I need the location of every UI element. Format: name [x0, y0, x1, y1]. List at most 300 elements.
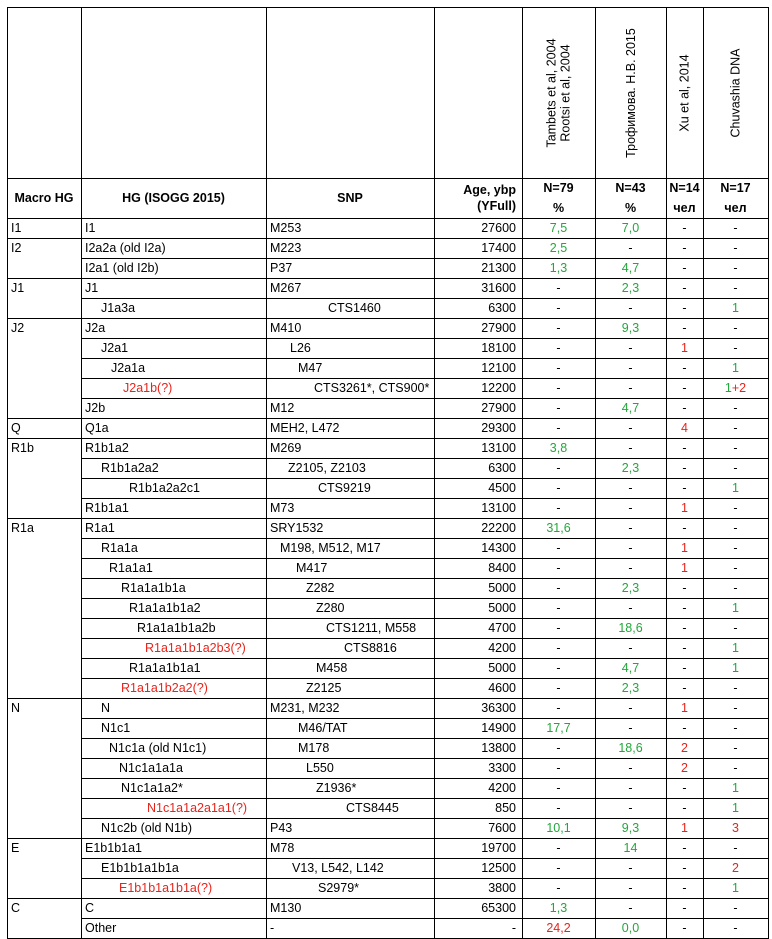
- haplogroup-cell: J2a1: [101, 341, 129, 355]
- value-cell: 1: [681, 341, 688, 355]
- haplogroup-cell: N1c1a1a2a1a1(?): [147, 801, 248, 815]
- age-cell: 12500: [481, 861, 516, 875]
- value-cell: -: [556, 561, 561, 575]
- value-cell: -: [733, 501, 738, 515]
- value-cell: 31,6: [546, 521, 571, 535]
- age-cell: 4500: [488, 481, 516, 495]
- value-cell: -: [628, 641, 633, 655]
- value-cell: 1: [732, 881, 739, 895]
- age-cell: 4200: [488, 641, 516, 655]
- column-divider: [703, 7, 704, 939]
- snp-cell: P37: [270, 261, 293, 275]
- value-cell: -: [682, 841, 687, 855]
- value-cell: 1: [681, 701, 688, 715]
- row-divider: [7, 318, 769, 319]
- age-cell: 65300: [481, 901, 516, 915]
- value-cell: -: [682, 281, 687, 295]
- age-cell: 8400: [488, 561, 516, 575]
- haplogroup-cell: J2a1a: [111, 361, 146, 375]
- haplogroup-cell: Other: [85, 921, 117, 935]
- value-cell: -: [628, 541, 633, 555]
- value-cell: -: [682, 881, 687, 895]
- value-cell: -: [556, 341, 561, 355]
- hg-header: HG (ISOGG 2015): [122, 191, 225, 205]
- value-cell: -: [556, 701, 561, 715]
- value-cell: -: [556, 361, 561, 375]
- value-cell: 18,6: [618, 741, 643, 755]
- value-cell: -: [733, 581, 738, 595]
- value-cell: -: [556, 661, 561, 675]
- value-cell: 1: [732, 481, 739, 495]
- value-cell: 0,0: [621, 921, 640, 935]
- value-cell: -: [628, 241, 633, 255]
- column-divider: [266, 7, 267, 939]
- row-divider: [7, 898, 769, 899]
- snp-cell: M458: [316, 661, 348, 675]
- value-cell: 1: [681, 821, 688, 835]
- age-cell: 27900: [481, 401, 516, 415]
- haplogroup-cell: N1c2b (old N1b): [101, 821, 193, 835]
- haplogroup-cell: I1: [85, 221, 96, 235]
- value-cell: -: [556, 401, 561, 415]
- macro-hg-cell: I2: [11, 241, 22, 255]
- value-cell: 1: [681, 541, 688, 555]
- sample-size-2: N=43: [615, 181, 646, 195]
- age-cell: 7600: [488, 821, 516, 835]
- value-cell: -: [556, 841, 561, 855]
- snp-cell: M253: [270, 221, 302, 235]
- snp-cell: M223: [270, 241, 302, 255]
- age-cell: -: [511, 921, 516, 935]
- haplogroup-cell: R1a1a1b1a2: [129, 601, 201, 615]
- value-cell: -: [556, 381, 561, 395]
- source-title-text: Трофимова. Н.В. 2015: [623, 27, 638, 158]
- snp-header: SNP: [337, 191, 363, 205]
- value-cell: -: [628, 421, 633, 435]
- value-cell: -: [628, 501, 633, 515]
- age-cell: 5000: [488, 601, 516, 615]
- snp-cell: M47: [298, 361, 323, 375]
- snp-cell: CTS1460: [328, 301, 381, 315]
- value-cell: 4: [681, 421, 688, 435]
- age-cell: 27900: [481, 321, 516, 335]
- age-cell: 850: [495, 801, 516, 815]
- value-cell: -: [682, 861, 687, 875]
- value-cell: 1+2: [724, 381, 747, 395]
- source-title-3: [666, 7, 703, 178]
- value-cell: -: [556, 281, 561, 295]
- column-divider: [666, 7, 667, 939]
- value-cell: -: [556, 741, 561, 755]
- haplogroup-cell: J2a: [85, 321, 106, 335]
- snp-cell: M12: [270, 401, 295, 415]
- snp-cell: M130: [270, 901, 302, 915]
- value-cell: 4,7: [621, 661, 640, 675]
- macro-hg-header: Macro HG: [14, 191, 74, 205]
- age-cell: 12100: [481, 361, 516, 375]
- value-cell: 17,7: [546, 721, 571, 735]
- snp-cell: L550: [306, 761, 334, 775]
- value-cell: -: [556, 481, 561, 495]
- value-cell: -: [628, 481, 633, 495]
- snp-cell: CTS8445: [346, 801, 399, 815]
- snp-cell: M46/TAT: [298, 721, 348, 735]
- macro-hg-cell: R1b: [11, 441, 34, 455]
- value-cell: -: [628, 341, 633, 355]
- haplogroup-cell: R1a1a: [101, 541, 138, 555]
- age-cell: 5000: [488, 581, 516, 595]
- macro-hg-cell: J1: [11, 281, 25, 295]
- haplogroup-cell: R1a1a1b1a: [121, 581, 186, 595]
- haplogroup-cell: N1c1: [101, 721, 131, 735]
- value-cell: 2: [681, 741, 688, 755]
- source-title-1: [522, 7, 595, 178]
- haplogroup-cell: E1b1b1a1: [85, 841, 143, 855]
- haplogroup-cell: N1c1a1a2*: [121, 781, 183, 795]
- macro-hg-cell: R1a: [11, 521, 34, 535]
- haplogroup-cell: J2b: [85, 401, 106, 415]
- snp-cell: CTS9219: [318, 481, 371, 495]
- value-cell: -: [733, 741, 738, 755]
- value-cell: 18,6: [618, 621, 643, 635]
- snp-cell: M178: [298, 741, 330, 755]
- value-cell: -: [628, 721, 633, 735]
- value-cell: -: [682, 381, 687, 395]
- snp-cell: P43: [270, 821, 293, 835]
- row-divider: [7, 438, 769, 439]
- haplogroup-cell: E1b1b1a1b1a: [101, 861, 179, 875]
- value-cell: 3: [732, 821, 739, 835]
- value-cell: -: [628, 441, 633, 455]
- value-cell: 10,1: [546, 821, 571, 835]
- value-cell: -: [682, 921, 687, 935]
- value-cell: -: [682, 801, 687, 815]
- value-cell: -: [733, 921, 738, 935]
- row-divider: [7, 838, 769, 839]
- value-cell: -: [556, 641, 561, 655]
- value-cell: -: [682, 641, 687, 655]
- value-cell: 24,2: [546, 921, 571, 935]
- value-cell: -: [556, 581, 561, 595]
- value-cell: -: [682, 721, 687, 735]
- age-cell: 3300: [488, 761, 516, 775]
- value-cell: -: [556, 861, 561, 875]
- snp-cell: M417: [296, 561, 328, 575]
- haplogroup-cell: N: [101, 701, 111, 715]
- value-cell: 7,0: [621, 221, 640, 235]
- haplogroup-cell: N1c1a (old N1c1): [109, 741, 207, 755]
- age-cell: 36300: [481, 701, 516, 715]
- value-cell: -: [733, 681, 738, 695]
- age-cell: 31600: [481, 281, 516, 295]
- row-divider: [7, 278, 769, 279]
- value-cell: -: [682, 241, 687, 255]
- value-cell: -: [733, 901, 738, 915]
- value-cell: -: [733, 761, 738, 775]
- value-cell: -: [733, 541, 738, 555]
- age-cell: 13100: [481, 441, 516, 455]
- snp-cell: -: [270, 921, 275, 935]
- value-cell: -: [628, 701, 633, 715]
- unit-4: чел: [724, 201, 747, 215]
- value-cell: -: [556, 461, 561, 475]
- value-cell: -: [682, 321, 687, 335]
- value-cell: -: [733, 421, 738, 435]
- age-cell: 14900: [481, 721, 516, 735]
- column-divider: [768, 7, 769, 939]
- row-divider: [7, 418, 769, 419]
- row-divider: [7, 238, 769, 239]
- value-cell: -: [628, 361, 633, 375]
- snp-cell: Z2105, Z2103: [288, 461, 366, 475]
- age-cell: 18100: [481, 341, 516, 355]
- sample-size-1: N=79: [543, 181, 574, 195]
- macro-hg-cell: I1: [11, 221, 22, 235]
- haplogroup-cell: I2a1 (old I2b): [85, 261, 159, 275]
- value-cell: -: [733, 341, 738, 355]
- value-cell: -: [733, 841, 738, 855]
- value-cell: -: [733, 561, 738, 575]
- source-title-text: Chuvashia DNA: [728, 48, 743, 137]
- value-cell: -: [682, 521, 687, 535]
- value-cell: -: [733, 621, 738, 635]
- unit-2: %: [624, 201, 637, 215]
- value-cell: -: [682, 781, 687, 795]
- snp-cell: Z280: [316, 601, 345, 615]
- value-cell: -: [733, 701, 738, 715]
- value-cell: 1: [732, 601, 739, 615]
- value-cell: -: [682, 361, 687, 375]
- value-cell: 2: [681, 761, 688, 775]
- macro-hg-cell: J2: [11, 321, 25, 335]
- value-cell: 1: [681, 501, 688, 515]
- haplogroup-cell: R1b1a1: [85, 501, 129, 515]
- haplogroup-cell: J1a3a: [101, 301, 136, 315]
- value-cell: -: [628, 381, 633, 395]
- snp-cell: CTS8816: [344, 641, 397, 655]
- macro-hg-cell: N: [11, 701, 21, 715]
- haplogroup-cell: R1a1a1: [109, 561, 153, 575]
- source-title-text: Tambets et al, 2004 Rootsi et al, 2004: [544, 37, 573, 148]
- value-cell: 2,3: [621, 581, 640, 595]
- value-cell: -: [628, 781, 633, 795]
- haplogroup-cell: J2a1b(?): [123, 381, 173, 395]
- sample-size-4: N=17: [720, 181, 751, 195]
- value-cell: 2,5: [549, 241, 568, 255]
- value-cell: -: [682, 581, 687, 595]
- haplogroup-cell: R1a1a1b2a2(?): [121, 681, 208, 695]
- snp-cell: L26: [290, 341, 311, 355]
- value-cell: -: [733, 401, 738, 415]
- value-cell: 1: [732, 641, 739, 655]
- value-cell: -: [556, 881, 561, 895]
- column-divider: [81, 7, 82, 939]
- column-divider: [7, 7, 8, 939]
- column-divider: [434, 7, 435, 939]
- haplogroup-cell: R1a1a1b1a2b: [137, 621, 216, 635]
- column-divider: [595, 7, 596, 939]
- value-cell: 1: [732, 661, 739, 675]
- value-cell: 1: [732, 301, 739, 315]
- age-cell: 13100: [481, 501, 516, 515]
- source-title-2: [595, 7, 666, 178]
- snp-cell: V13, L542, L142: [292, 861, 384, 875]
- value-cell: -: [682, 481, 687, 495]
- sample-size-3: N=14: [669, 181, 700, 195]
- value-cell: -: [733, 281, 738, 295]
- value-cell: -: [556, 541, 561, 555]
- snp-cell: Z2125: [306, 681, 342, 695]
- snp-cell: M267: [270, 281, 302, 295]
- value-cell: -: [628, 861, 633, 875]
- value-cell: -: [682, 681, 687, 695]
- value-cell: -: [733, 241, 738, 255]
- haplogroup-cell: R1a1a1b1a2b3(?): [145, 641, 246, 655]
- value-cell: 4,7: [621, 261, 640, 275]
- snp-cell: M73: [270, 501, 295, 515]
- age-cell: 6300: [488, 301, 516, 315]
- snp-cell: S2979*: [318, 881, 360, 895]
- age-cell: 6300: [488, 461, 516, 475]
- value-cell: 3,8: [549, 441, 568, 455]
- row-divider: [7, 218, 769, 219]
- haplogroup-cell: I2a2a (old I2a): [85, 241, 166, 255]
- value-cell: 1,3: [549, 901, 568, 915]
- value-cell: -: [628, 601, 633, 615]
- snp-cell: M78: [270, 841, 295, 855]
- value-cell: 1: [681, 561, 688, 575]
- age-cell: 14300: [481, 541, 516, 555]
- value-cell: -: [682, 401, 687, 415]
- age-cell: 19700: [481, 841, 516, 855]
- value-cell: 14: [623, 841, 638, 855]
- value-cell: -: [733, 221, 738, 235]
- value-cell: -: [628, 521, 633, 535]
- value-cell: 9,3: [621, 321, 640, 335]
- row-divider: [7, 178, 769, 179]
- age-cell: 29300: [481, 421, 516, 435]
- value-cell: -: [682, 601, 687, 615]
- unit-3: чел: [673, 201, 696, 215]
- value-cell: -: [628, 761, 633, 775]
- haplogroup-cell: R1a1: [85, 521, 115, 535]
- age-cell: 13800: [481, 741, 516, 755]
- snp-cell: MEH2, L472: [270, 421, 340, 435]
- snp-cell: M269: [270, 441, 302, 455]
- row-divider: [7, 7, 769, 8]
- value-cell: 7,5: [549, 221, 568, 235]
- snp-cell: M410: [270, 321, 302, 335]
- haplogroup-cell: J1: [85, 281, 99, 295]
- value-cell: 1,3: [549, 261, 568, 275]
- value-cell: -: [682, 301, 687, 315]
- macro-hg-cell: C: [11, 901, 21, 915]
- macro-hg-cell: Q: [11, 421, 21, 435]
- haplogroup-cell: R1b1a2a2: [101, 461, 159, 475]
- unit-1: %: [552, 201, 565, 215]
- age-cell: 4600: [488, 681, 516, 695]
- value-cell: 1: [732, 801, 739, 815]
- age-cell: 4200: [488, 781, 516, 795]
- value-cell: -: [628, 901, 633, 915]
- haplogroup-cell: E1b1b1a1b1a(?): [119, 881, 213, 895]
- haplogroup-cell: R1b1a2: [85, 441, 129, 455]
- value-cell: -: [556, 501, 561, 515]
- value-cell: -: [628, 301, 633, 315]
- age-cell: 12200: [481, 381, 516, 395]
- snp-cell: Z282: [306, 581, 335, 595]
- value-cell: -: [682, 621, 687, 635]
- haplogroup-cell: Q1a: [85, 421, 109, 435]
- age-cell: 17400: [481, 241, 516, 255]
- macro-hg-cell: E: [11, 841, 20, 855]
- value-cell: -: [733, 721, 738, 735]
- value-cell: 2,3: [621, 461, 640, 475]
- snp-cell: CTS3261*, CTS900*: [314, 381, 430, 395]
- snp-cell: M198, M512, M17: [280, 541, 381, 555]
- haplogroup-cell: N1c1a1a1a: [119, 761, 183, 775]
- value-cell: -: [733, 521, 738, 535]
- value-cell: -: [556, 321, 561, 335]
- age-cell: 22200: [481, 521, 516, 535]
- haplogroup-cell: C: [85, 901, 95, 915]
- value-cell: 2,3: [621, 681, 640, 695]
- haplogroup-cell: R1a1a1b1a1: [129, 661, 201, 675]
- value-cell: -: [682, 661, 687, 675]
- source-title-text: Xu et al, 2014: [677, 53, 692, 132]
- row-divider: [7, 518, 769, 519]
- value-cell: -: [682, 221, 687, 235]
- source-title-4: [703, 7, 768, 178]
- value-cell: -: [556, 301, 561, 315]
- value-cell: -: [733, 321, 738, 335]
- value-cell: -: [556, 761, 561, 775]
- value-cell: -: [556, 621, 561, 635]
- value-cell: -: [682, 261, 687, 275]
- age-header: Age, ybp (YFull): [463, 183, 516, 213]
- snp-cell: CTS1211, M558: [326, 621, 417, 635]
- age-cell: 3800: [488, 881, 516, 895]
- snp-cell: Z1936*: [316, 781, 357, 795]
- value-cell: -: [682, 901, 687, 915]
- value-cell: -: [733, 261, 738, 275]
- value-cell: -: [556, 601, 561, 615]
- value-cell: -: [628, 561, 633, 575]
- snp-cell: SRY1532: [270, 521, 324, 535]
- value-cell: -: [733, 461, 738, 475]
- value-cell: 1: [732, 781, 739, 795]
- age-cell: 5000: [488, 661, 516, 675]
- row-divider: [7, 698, 769, 699]
- value-cell: -: [628, 801, 633, 815]
- value-cell: -: [682, 461, 687, 475]
- age-cell: 27600: [481, 221, 516, 235]
- value-cell: -: [682, 441, 687, 455]
- value-cell: 9,3: [621, 821, 640, 835]
- column-divider: [522, 7, 523, 939]
- age-cell: 4700: [488, 621, 516, 635]
- value-cell: -: [556, 781, 561, 795]
- snp-cell: M231, M232: [270, 701, 340, 715]
- haplogroup-cell: R1b1a2a2c1: [129, 481, 200, 495]
- value-cell: 2,3: [621, 281, 640, 295]
- value-cell: -: [556, 681, 561, 695]
- value-cell: -: [628, 881, 633, 895]
- age-cell: 21300: [481, 261, 516, 275]
- value-cell: -: [733, 441, 738, 455]
- value-cell: -: [556, 421, 561, 435]
- value-cell: 2: [732, 861, 739, 875]
